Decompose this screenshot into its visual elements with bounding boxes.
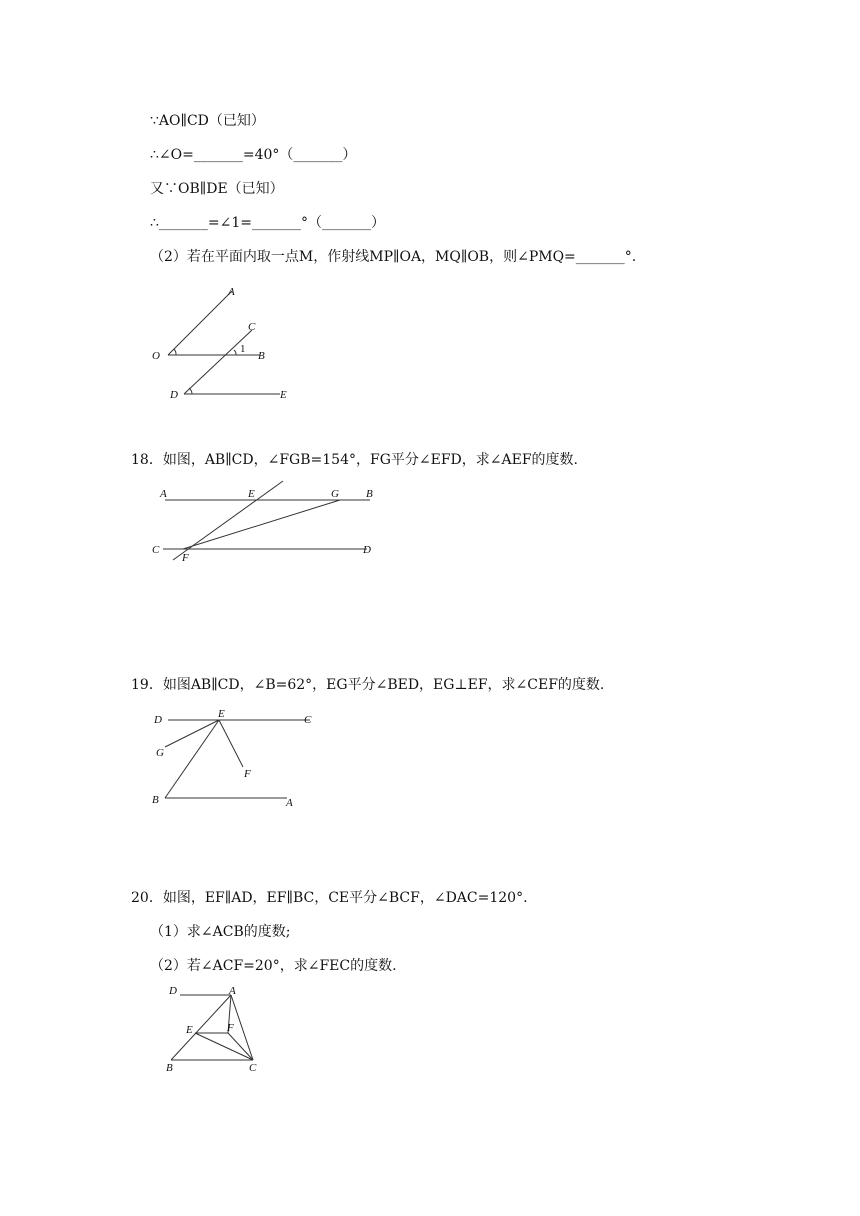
label-O: O bbox=[152, 350, 160, 362]
label-D: D bbox=[363, 544, 371, 556]
q17-line-1: ∵AO∥CD（已知） bbox=[150, 113, 265, 129]
label-F: F bbox=[244, 768, 251, 780]
label-E: E bbox=[248, 488, 255, 500]
q17-part-2: （2）若在平面内取一点M，作射线MP∥OA，MQ∥OB，则∠PMQ=_______°. bbox=[150, 249, 637, 265]
label-F: F bbox=[182, 552, 189, 564]
label-E: E bbox=[186, 1024, 193, 1036]
q17-line-3: 又∵OB∥DE（已知） bbox=[150, 181, 284, 197]
line-EC bbox=[195, 1033, 253, 1060]
q19-text: 19．如图AB∥CD，∠B=62°，EG平分∠BED，EG⊥EF，求∠CEF的度数. bbox=[131, 677, 605, 693]
label-1: 1 bbox=[240, 343, 246, 355]
angle-D-arc bbox=[189, 388, 192, 394]
line-FC bbox=[228, 1033, 253, 1060]
label-C: C bbox=[304, 714, 312, 726]
label-E: E bbox=[280, 389, 287, 401]
q20-sub-1: （1）求∠ACB的度数; bbox=[150, 924, 291, 940]
label-F: F bbox=[227, 1022, 234, 1034]
label-C: C bbox=[152, 544, 160, 556]
q18-figure bbox=[145, 478, 385, 568]
label-B: B bbox=[366, 488, 373, 500]
line-FG bbox=[183, 500, 340, 549]
q20-figure bbox=[155, 982, 270, 1074]
line-AC bbox=[231, 995, 253, 1060]
label-G: G bbox=[156, 747, 164, 759]
line-AB bbox=[171, 995, 231, 1060]
angle-O-arc bbox=[174, 349, 176, 355]
label-D: D bbox=[170, 389, 178, 401]
q18-text: 18．如图，AB∥CD，∠FGB=154°，FG平分∠EFD，求∠AEF的度数. bbox=[131, 452, 578, 468]
label-B: B bbox=[258, 350, 265, 362]
label-A: A bbox=[286, 797, 293, 809]
q17-line-2: ∴∠O=_______=40°（_______） bbox=[150, 147, 357, 163]
label-G: G bbox=[331, 488, 339, 500]
label-D: D bbox=[154, 714, 162, 726]
line-EB bbox=[165, 720, 219, 798]
label-A: A bbox=[229, 985, 236, 997]
label-C: C bbox=[249, 1062, 257, 1074]
label-B: B bbox=[152, 794, 159, 806]
q20-sub-2: （2）若∠ACF=20°，求∠FEC的度数. bbox=[150, 958, 397, 974]
label-A: A bbox=[160, 488, 167, 500]
q17-figure bbox=[140, 278, 310, 406]
q19-figure bbox=[145, 705, 315, 810]
line-OA bbox=[168, 291, 232, 355]
label-D: D bbox=[169, 985, 177, 997]
line-EF bbox=[219, 720, 243, 767]
angle-1-arc bbox=[234, 350, 236, 355]
label-E: E bbox=[218, 708, 225, 720]
line-DC bbox=[184, 330, 252, 394]
q20-text: 20．如图，EF∥AD，EF∥BC，CE平分∠BCF，∠DAC=120°. bbox=[131, 890, 528, 906]
label-B: B bbox=[166, 1062, 173, 1074]
line-EF bbox=[173, 481, 283, 560]
label-A: A bbox=[228, 286, 235, 298]
q17-line-4: ∴_______=∠1=_______°（_______） bbox=[150, 215, 386, 231]
label-C: C bbox=[248, 321, 256, 333]
line-EG bbox=[165, 720, 219, 747]
